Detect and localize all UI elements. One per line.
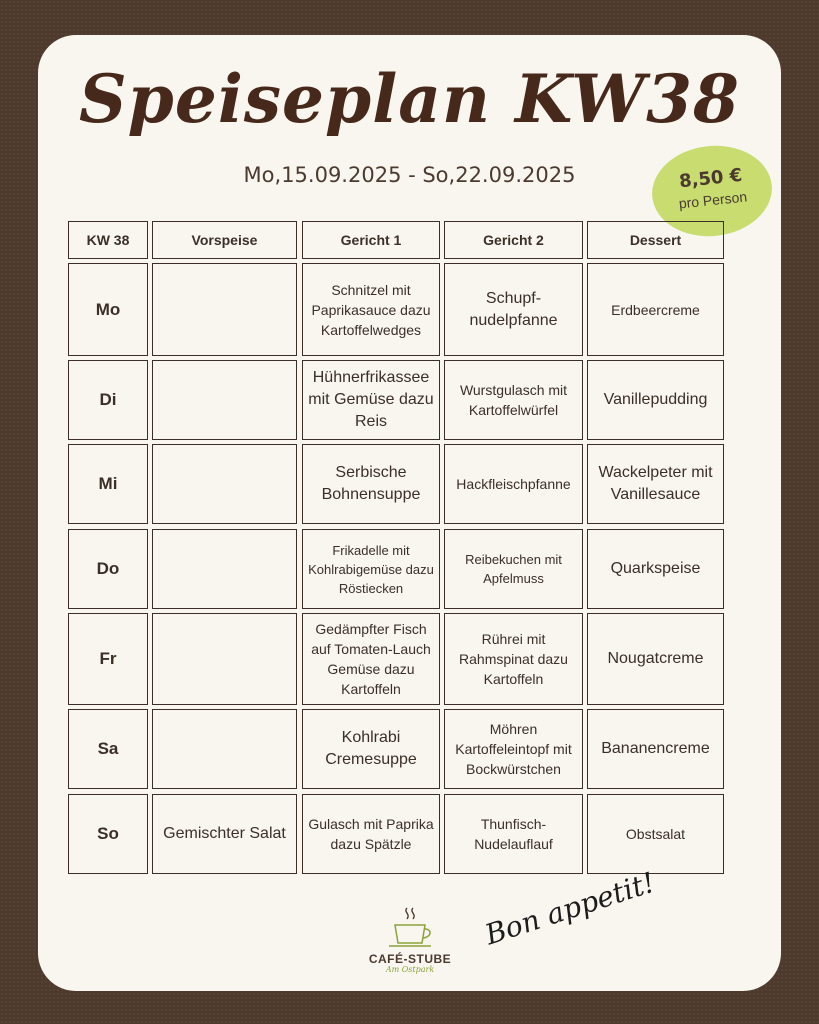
vorspeise-cell [152,263,297,356]
dessert-cell: Quarkspeise [587,529,724,609]
dessert-cell: Nougatcreme [587,613,724,705]
gericht2-cell: Reibekuchen mit Apfelmuss [444,529,583,609]
signature-text: Bon appetit! [481,865,659,952]
date-range: Mo,15.09.2025 - So,22.09.2025 [243,163,576,187]
day-label: Mo [68,263,148,356]
vorspeise-cell [152,360,297,440]
day-label: Fr [68,613,148,705]
header-gericht2: Gericht 2 [444,221,583,259]
gericht2-cell: Schupf-nudelpfanne [444,263,583,356]
coffee-cup-icon [385,905,435,949]
gericht2-cell: Wurstgulasch mit Kartoffelwürfel [444,360,583,440]
header-gericht1: Gericht 1 [302,221,440,259]
day-label: Sa [68,709,148,789]
dessert-cell: Vanillepudding [587,360,724,440]
vorspeise-cell [152,613,297,705]
gericht2-cell: Thunfisch-Nudelauflauf [444,794,583,874]
dessert-cell: Erdbeercreme [587,263,724,356]
gericht1-cell: Serbische Bohnensuppe [302,444,440,524]
price-amount: 8,50 € [678,164,744,193]
day-label: Do [68,529,148,609]
vorspeise-cell [152,709,297,789]
gericht1-cell: Hühnerfrikassee mit Gemüse dazu Reis [302,360,440,440]
gericht2-cell: Hackfleischpfanne [444,444,583,524]
header-kw: KW 38 [68,221,148,259]
page-title: Speiseplan KW38 [79,60,740,138]
gericht1-cell: Frikadelle mit Kohlrabigemüse dazu Röstiecken [302,529,440,609]
header-dessert: Dessert [587,221,724,259]
vorspeise-cell: Gemischter Salat [152,794,297,874]
price-label: pro Person [678,188,748,212]
vorspeise-cell [152,529,297,609]
gericht1-cell: Kohlrabi Cremesuppe [302,709,440,789]
gericht1-cell: Schnitzel mit Paprikasauce dazu Kartoffelwedges [302,263,440,356]
dessert-cell: Bananencreme [587,709,724,789]
day-label: Mi [68,444,148,524]
logo-tagline: Am Ostpark [385,965,435,974]
day-label: So [68,794,148,874]
gericht2-cell: Möhren Kartoffeleintopf mit Bockwürstchen [444,709,583,789]
header-vorspeise: Vorspeise [152,221,297,259]
gericht1-cell: Gulasch mit Paprika dazu Spätzle [302,794,440,874]
dessert-cell: Obstsalat [587,794,724,874]
dessert-cell: Wackelpeter mit Vanillesauce [587,444,724,524]
logo-brand: CAFÉ-STUBE [368,952,452,966]
gericht1-cell: Gedämpfter Fisch auf Tomaten-Lauch Gemüse dazu Kartoffeln [302,613,440,705]
vorspeise-cell [152,444,297,524]
gericht2-cell: Rührei mit Rahmspinat dazu Kartoffeln [444,613,583,705]
cafe-logo [362,905,458,980]
day-label: Di [68,360,148,440]
